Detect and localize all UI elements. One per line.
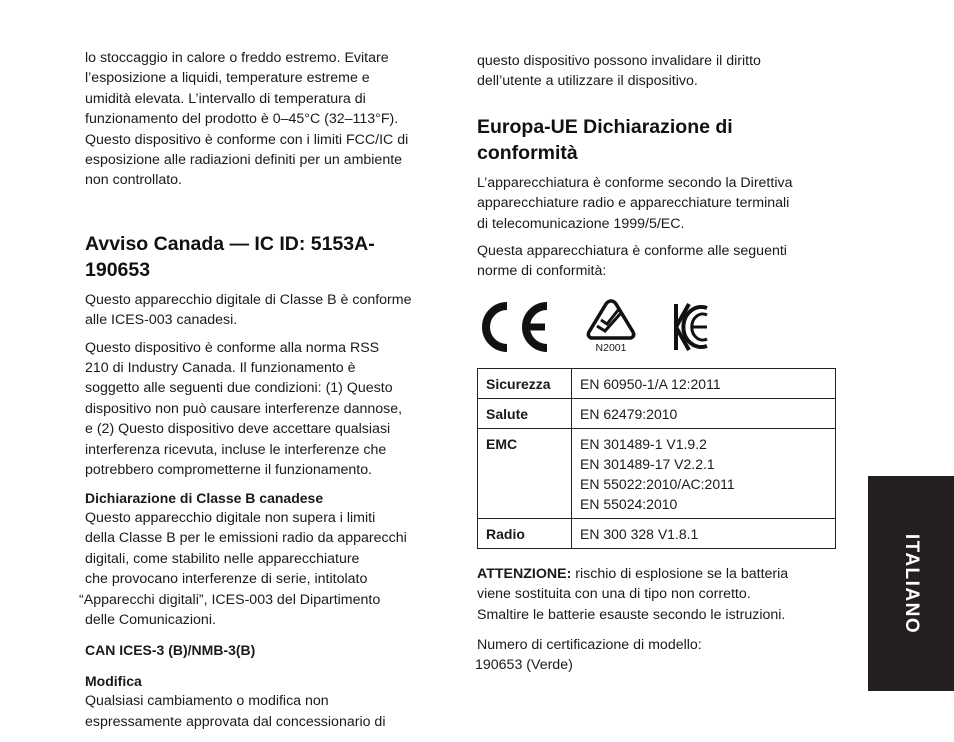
cert-value: 190653 (Verde) [475,657,573,674]
eu-heading: Europa-UE Dichiarazione di conformità [477,115,733,164]
conformity-table [477,368,836,549]
row-value: EN 300 328 V1.8.1 [572,518,836,548]
ce-mark-icon [477,300,551,354]
canada-paragraph-2: Questo dispositivo è conforme alla norma RSS 210 di Industry Canada. Il funzionamento è soggetto alle seguenti due condizioni: (1) Questo dispositivo non può causare interferenze dannose, e (2) Questo dispositivo deve accettare qualsiasi interferenza ricevuta, incluse le interferenze che potrebbero comprometterne il funzionamento. [85,339,403,479]
row-label: Radio [478,518,572,548]
rcm-mark-icon [581,298,641,342]
cert-label: Numero di certificazione di modello: [477,637,702,654]
table-row [478,518,836,548]
conformity-marks [477,298,837,354]
modifica-heading: Modifica [85,672,142,689]
canada-paragraph-1: Questo apparecchio digitale di Classe B è conforme alle ICES-003 canadesi. [85,291,412,329]
class-b-paragraph: Questo apparecchio digitale non supera i limiti della Classe B per le emissioni radio da apparecchi digitali, come stabilito nelle apparecchiature che provocano interferenze di serie, intitolato “Apparecchi digitali”, ICES-003 del Dipartimento delle Comunicazioni. [79,509,407,628]
warning-label: ATTENZIONE: [477,565,572,582]
row-value: EN 301489-1 V1.9.2 EN 301489-17 V2.2.1 EN 55022:2010/AC:2011 EN 55024:2010 [572,428,836,518]
eu-paragraph-1: L’apparecchiatura è conforme secondo la Direttiva apparecchiature radio e apparecchiature terminali di telecomunicazione 1999/5/EC. [477,174,793,232]
canada-heading: Avviso Canada — IC ID: 5153A- 190653 [85,232,375,281]
class-b-heading: Dichiarazione di Classe B canadese [85,489,324,506]
modifica-paragraph: Qualsiasi cambiamento o modifica non espressamente approvata dal concessionario di [85,693,386,730]
rcm-code: N2001 [595,341,627,354]
row-label: Salute [478,398,572,428]
language-tab [868,476,954,691]
row-label: EMC [478,428,572,518]
table-row [478,428,836,518]
kc-mark-icon [671,300,711,354]
warning-paragraph: ATTENZIONE: rischio di esplosione se la batteria viene sostituita con una di tipo non corretto. Smaltire le batterie esauste secondo le istruzioni. [477,565,789,623]
row-value: EN 60950-1/A 12:2011 [572,368,836,398]
table-row [478,398,836,428]
rcm-mark [581,298,641,354]
row-value: EN 62479:2010 [572,398,836,428]
row-label: Sicurezza [478,368,572,398]
table-row [478,368,836,398]
right-column [477,48,837,676]
intro-paragraph: lo stoccaggio in calore o freddo estremo. Evitare l’esposizione a liquidi, temperature estreme e umidità elevata. L’intervallo di temperatura di funzionamento del prodotto è 0–45°C (32–113°F). Questo dispositivo è conforme con i limiti FCC/IC di esposizione alle radiazioni definiti per un ambiente non controllato. [85,50,409,189]
language-tab-label: ITALIANO [901,533,922,634]
eu-paragraph-2: Questa apparecchiatura è conforme alle seguenti norme di conformità: [477,243,787,280]
continuation-paragraph: questo dispositivo possono invalidare il diritto dell’utente a utilizzare il dispositivo. [477,53,761,90]
left-column [79,48,447,732]
ices-label: CAN ICES-3 (B)/NMB-3(B) [85,642,256,659]
